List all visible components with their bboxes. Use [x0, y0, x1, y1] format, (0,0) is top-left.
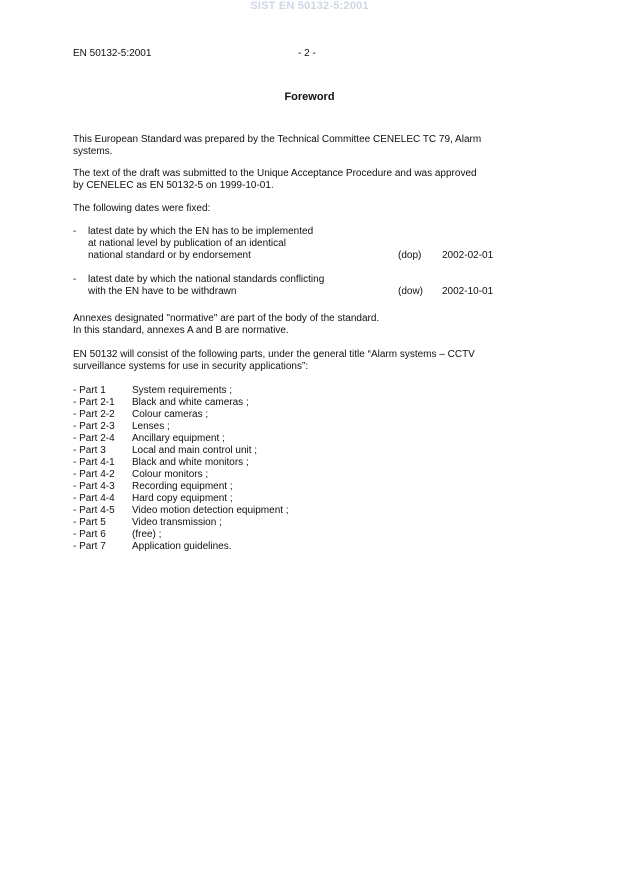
- part-description: Video transmission ;: [132, 517, 222, 528]
- part-description: Black and white monitors ;: [132, 457, 249, 468]
- part-description: Colour monitors ;: [132, 469, 209, 480]
- watermark: SIST EN 50132-5:2001: [250, 0, 369, 12]
- part-description: Application guidelines.: [132, 541, 232, 552]
- paragraph-line: surveillance systems for use in security applications”:: [73, 361, 309, 372]
- part-number: - Part 4-5: [73, 505, 115, 516]
- part-description: System requirements ;: [132, 385, 233, 396]
- paragraph-line: This European Standard was prepared by the Technical Committee CENELEC TC 79, Alarm: [73, 134, 482, 145]
- paragraph-line: In this standard, annexes A and B are normative.: [73, 325, 289, 336]
- part-number: - Part 3: [73, 445, 106, 456]
- part-description: (free) ;: [132, 529, 162, 540]
- part-description: Ancillary equipment ;: [132, 433, 225, 444]
- part-description: Video motion detection equipment ;: [132, 505, 289, 516]
- part-number: - Part 4-4: [73, 493, 115, 504]
- paragraph-line: The text of the draft was submitted to the Unique Acceptance Procedure and was approved: [73, 168, 477, 179]
- list-dash: -: [73, 226, 77, 237]
- part-description: Colour cameras ;: [132, 409, 209, 420]
- part-number: - Part 2-2: [73, 409, 115, 420]
- date-code: (dow): [398, 286, 424, 297]
- part-number: - Part 6: [73, 529, 106, 540]
- part-description: Lenses ;: [132, 421, 170, 432]
- date-value: 2002-10-01: [442, 286, 494, 297]
- page-number: - 2 -: [298, 48, 316, 59]
- page-title: Foreword: [284, 91, 335, 103]
- part-number: - Part 1: [73, 385, 106, 396]
- date-item-text: latest date by which the national standards conflicting: [88, 274, 325, 285]
- part-number: - Part 4-2: [73, 469, 115, 480]
- date-item-text: national standard or by endorsement: [88, 250, 251, 261]
- part-number: - Part 5: [73, 517, 106, 528]
- paragraph-line: The following dates were fixed:: [73, 203, 211, 214]
- list-dash: -: [73, 274, 77, 285]
- paragraph-line: Annexes designated "normative" are part of the body of the standard.: [73, 313, 380, 324]
- paragraph-line: EN 50132 will consist of the following parts, under the general title “Alarm systems – CCTV: [73, 349, 475, 360]
- date-item-text: at national level by publication of an identical: [88, 238, 286, 249]
- date-item-text: latest date by which the EN has to be implemented: [88, 226, 314, 237]
- part-description: Local and main control unit ;: [132, 445, 258, 456]
- part-description: Recording equipment ;: [132, 481, 233, 492]
- part-number: - Part 2-4: [73, 433, 115, 444]
- date-value: 2002-02-01: [442, 250, 494, 261]
- date-code: (dop): [398, 250, 422, 261]
- part-number: - Part 2-3: [73, 421, 115, 432]
- document-id: EN 50132-5:2001: [73, 48, 152, 59]
- part-number: - Part 4-1: [73, 457, 115, 468]
- part-number: - Part 2-1: [73, 397, 115, 408]
- part-description: Black and white cameras ;: [132, 397, 249, 408]
- part-description: Hard copy equipment ;: [132, 493, 233, 504]
- date-item-text: with the EN have to be withdrawn: [88, 286, 237, 297]
- paragraph-line: systems.: [73, 146, 113, 157]
- part-number: - Part 4-3: [73, 481, 115, 492]
- part-number: - Part 7: [73, 541, 106, 552]
- paragraph-line: by CENELEC as EN 50132-5 on 1999-10-01.: [73, 180, 274, 191]
